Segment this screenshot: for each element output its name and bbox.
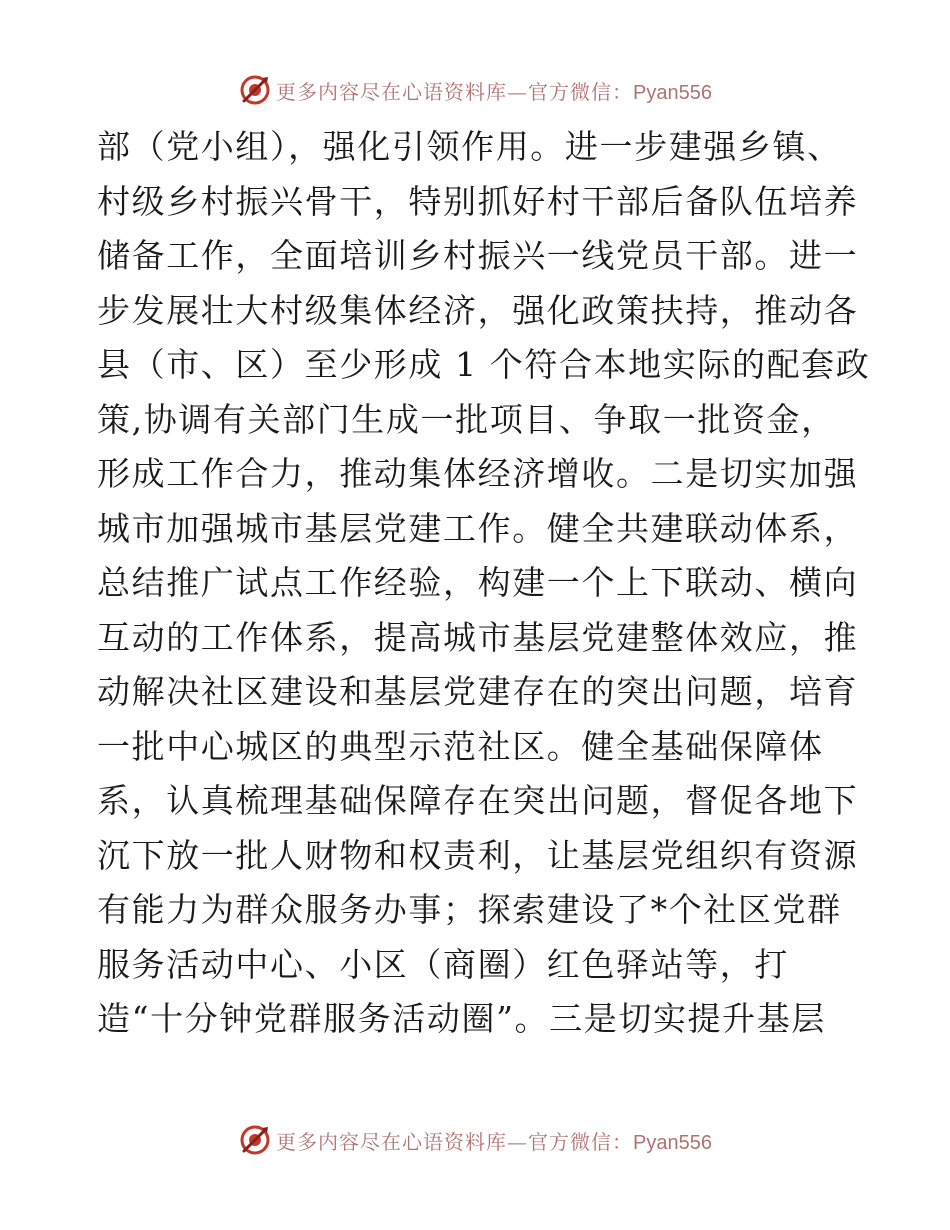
body-line: 策,协调有关部门生成一批项目、争取一批资金，	[97, 399, 836, 439]
header-wechat-label: 官方微信：	[528, 79, 634, 104]
body-line: 一批中心城区的典型示范社区。健全基础保障体	[97, 726, 824, 766]
body-line: 形成工作合力，推动集体经济增收。二是切实加强	[97, 454, 859, 493]
body-line: 有能力为群众服务办事；探索建设了*个社区党群	[97, 890, 842, 929]
body-line: 部（党小组），强化引领作用。进一步建强乡镇、	[97, 127, 842, 166]
body-line: 系，认真梳理基础保障存在突出问题，督促各地下	[97, 781, 859, 820]
header-banner	[0, 70, 950, 110]
body-line: 步发展壮大村级集体经济，强化政策扶持，推动各	[97, 290, 859, 330]
body-line: 县（市、区）至少形成 1 个符合本地实际的配套政	[97, 345, 871, 384]
header-wechat-id: Pyan556	[633, 81, 712, 104]
body-line: 造“十分钟党群服务活动圈”。三是切实提升基层	[97, 999, 826, 1038]
body-line: 总结推广试点工作经验，构建一个上下联动、横向	[97, 563, 859, 602]
footer-banner-text	[276, 1126, 712, 1155]
footer-banner	[0, 1120, 950, 1160]
header-dash: —	[507, 79, 529, 104]
footer-wechat-label: 官方微信：	[528, 1129, 634, 1154]
body-line: 城市加强城市基层党建工作。健全共建联动体系，	[97, 508, 859, 548]
body-line: 沉下放一批人财物和权责利，让基层党组织有资源	[97, 835, 859, 875]
header-banner-text	[276, 76, 712, 105]
body-line: 动解决社区建设和基层党建存在的突出问题，培育	[97, 672, 859, 711]
body-line: 互动的工作体系，提高城市基层党建整体效应，推	[97, 617, 859, 657]
document-body	[97, 120, 871, 1047]
body-line: 服务活动中心、小区（商圈）红色驿站等，打	[97, 944, 789, 984]
brand-logo-icon	[238, 1123, 272, 1157]
footer-wechat-id: Pyan556	[633, 1131, 712, 1154]
brand-logo-icon	[238, 73, 272, 107]
header-brand: 更多内容尽在心语资料库	[276, 79, 508, 104]
body-line: 储备工作，全面培训乡村振兴一线党员干部。进一	[97, 236, 859, 275]
footer-brand: 更多内容尽在心语资料库	[276, 1129, 508, 1154]
body-line: 村级乡村振兴骨干，特别抓好村干部后备队伍培养	[97, 181, 859, 221]
footer-dash: —	[507, 1129, 529, 1154]
